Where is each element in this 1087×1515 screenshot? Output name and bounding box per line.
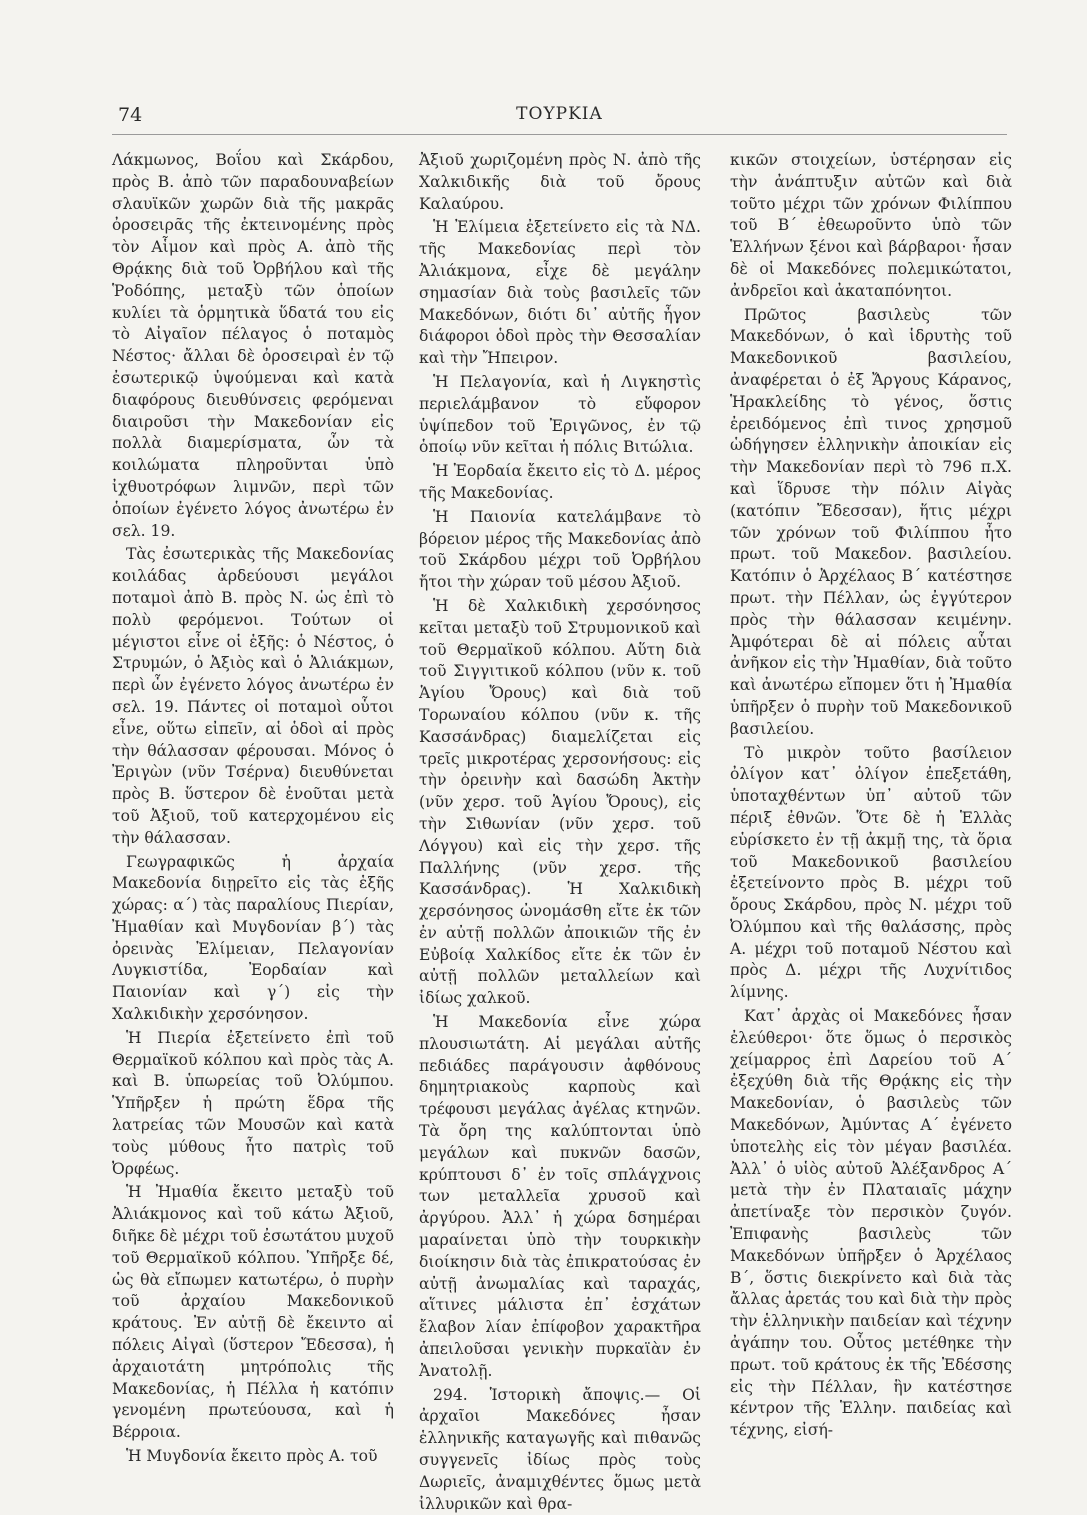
paragraph: Ἡ Ἠμαθία ἔκειτο μεταξὺ τοῦ Ἀλιάκμονος καὶ τοῦ κάτω Ἀξιοῦ, διῆκε δὲ μέχρι τοῦ ἐσωτάτου μυχοῦ τοῦ Θερμαϊκοῦ κόλπου. Ὑπῆρξε δέ, ὡς θὰ εἴπωμεν κατωτέρω, ὁ πυρὴν τοῦ ἀρχαίου Μακεδονικοῦ κράτους. Ἐν αὐτῇ δὲ ἔκειντο αἱ πόλεις Αἰγαὶ (ὕστερον Ἔδεσσα), ἡ ἀρχαιοτάτη μητρόπολις τῆς Μακεδονίας, ἡ Πέλλα ἡ κατόπιν γενομένη πρωτεύουσα, καὶ ἡ Βέρροια. [112, 1183, 394, 1442]
column-1 [112, 150, 394, 1468]
paragraph: Ἡ δὲ Χαλκιδικὴ χερσόνησος κεῖται μεταξὺ τοῦ Στρυμονικοῦ καὶ τοῦ Θερμαϊκοῦ κόλπου. Αὕτη διὰ τοῦ Σιγγιτικοῦ κόλπου (νῦν κ. τοῦ Ἁγίου Ὄρους) καὶ διὰ τοῦ Τορωναίου κόλπου (νῦν κ. τῆς Κασσάνδρας) διαμελίζεται εἰς τρεῖς μικροτέρας χερσονήσους: εἰς τὴν ὀρεινὴν καὶ δασώδη Ἀκτὴν (νῦν χερσ. τοῦ Ἁγίου Ὄρους), εἰς τὴν Σιθωνίαν (νῦν χερσ. τοῦ Λόγγου) καὶ εἰς τὴν χερσ. τῆς Παλλήνης (νῦν χερσ. τῆς Κασσάνδρας). Ἡ Χαλκιδικὴ χερσόνησος ὠνομάσθη εἴτε ἐκ τῶν ἐν αὐτῇ πολλῶν ἀποικιῶν τῆς ἐν Εὐβοίᾳ Χαλκίδος εἴτε ἐκ τῶν ἐν αὐτῇ πολλῶν μεταλλείων καὶ ἰδίως χαλκοῦ. [419, 596, 701, 1008]
page-number: 74 [118, 104, 143, 126]
section-paragraph: 294. Ἱστορικὴ ἄποψις.— Οἱ ἀρχαῖοι Μακεδόνες ἦσαν ἑλληνικῆς καταγωγῆς καὶ πιθανῶς συγγενεῖς ἰδίως πρὸς τοὺς Δωριεῖς, ἀναμιχθέντες ὅμως μετὰ ἰλλυρικῶν καὶ θρα- [419, 1385, 701, 1513]
paragraph: Ἡ Μακεδονία εἶνε χώρα πλουσιωτάτη. Αἱ μεγάλαι αὐτῆς πεδιάδες παράγουσιν ἀφθόνους δημητριακοὺς καρποὺς καὶ τρέφουσι μεγάλας ἀγέλας κτηνῶν. Τὰ ὄρη της καλύπτονται ὑπὸ μεγάλων καὶ πυκνῶν δασῶν, κρύπτουσι δ᾽ ἐν τοῖς σπλάγχνοις των μεταλλεῖα χρυσοῦ καὶ ἀργύρου. Ἀλλ᾽ ἡ χώρα δσημέραι μαραίνεται ὑπὸ τὴν τουρκικὴν διοίκησιν διὰ τὰς ἐπικρατούσας ἐν αὐτῇ ἀνωμαλίας καὶ ταραχάς, αἵτινες μάλιστα ἐπ᾽ ἐσχάτων ἔλαβον λίαν ἐπίφοβον χαρακτῆρα ἀπειλοῦσαι γενικὴν πυρκαϊὰν ἐν Ἀνατολῇ. [419, 1013, 701, 1380]
paragraph: Τὰς ἐσωτερικὰς τῆς Μακεδονίας κοιλάδας ἀρδεύουσι μεγάλοι ποταμοὶ ἀπὸ Β. πρὸς Ν. ὡς ἐπὶ τὸ πολὺ φερόμενοι. Τούτων οἱ μέγιστοι εἶνε οἱ ἑξῆς: ὁ Νέστος, ὁ Στρυμών, ὁ Ἀξιὸς καὶ ὁ Ἀλιάκμων, περὶ ὧν ἐγένετο λόγος ἀνωτέρω ἐν σελ. 19. Πάντες οἱ ποταμοὶ οὗτοι εἶνε, οὕτω εἰπεῖν, αἱ ὁδοὶ αἱ πρὸς τὴν θάλασσαν φέρουσαι. Μόνος ὁ Ἐριγὼν (νῦν Τσέρνα) διευθύνεται πρὸς Β. ὕστερον δὲ ἑνοῦται μετὰ τοῦ Ἀξιοῦ, τοῦ κατερχομένου εἰς τὴν θάλασσαν. [112, 545, 394, 847]
paragraph: Ἀξιοῦ χωριζομένη πρὸς Ν. ἀπὸ τῆς Χαλκιδικῆς διὰ τοῦ ὄρους Καλαύρου. [419, 151, 701, 213]
paragraph: Πρῶτος βασιλεὺς τῶν Μακεδόνων, ὁ καὶ ἱδρυτὴς τοῦ Μακεδονικοῦ βασιλείου, ἀναφέρεται ὁ ἐξ Ἄργους Κάρανος, Ἡρακλείδης τὸ γένος, ὅστις ἐρειδόμενος ἐπὶ τινος χρησμοῦ ὡδήγησεν ἑλληνικὴν ἀποικίαν εἰς τὴν Μακεδονίαν περὶ τὸ 796 π.Χ. καὶ ἵδρυσε τὴν πόλιν Αἰγὰς (κατόπιν Ἔδεσσαν), ἥτις μέχρι τῶν χρόνων τοῦ Φιλίππου ἦτο πρωτ. τοῦ Μακεδον. βασιλείου. Κατόπιν ὁ Ἀρχέλαος Β΄ κατέστησε πρωτ. τὴν Πέλλαν, ὡς ἐγγύτερον πρὸς τὴν θάλασσαν κειμένην. Ἀμφότεραι δὲ αἱ πόλεις αὗται ἀνῆκον εἰς τὴν Ἠμαθίαν, διὰ τοῦτο καὶ ἀνωτέρω εἴπομεν ὅτι ἡ Ἠμαθία ὑπῆρξεν ὁ πυρὴν τοῦ Μακεδονικοῦ βασιλείου. [730, 305, 1012, 738]
paragraph: Ἡ Ἐορδαία ἔκειτο εἰς τὸ Δ. μέρος τῆς Μακεδονίας. [419, 462, 701, 502]
column-3 [730, 150, 1012, 1442]
paragraph: Ἡ Μυγδονία ἔκειτο πρὸς Α. τοῦ [126, 1447, 378, 1466]
paragraph: Ἡ Πιερία ἐξετείνετο ἐπὶ τοῦ Θερμαϊκοῦ κόλπου καὶ πρὸς τὰς Α. καὶ Β. ὑπωρείας τοῦ Ὀλύμπου. Ὑπῆρξεν ἡ πρώτη ἕδρα τῆς λατρείας τῶν Μουσῶν καὶ κατὰ τοὺς μύθους ἦτο πατρὶς τοῦ Ὀρφέως. [112, 1028, 394, 1178]
paragraph: κικῶν στοιχείων, ὑστέρησαν εἰς τὴν ἀνάπτυξιν αὐτῶν καὶ διὰ τοῦτο μέχρι τῶν χρόνων Φιλίππου τοῦ Β΄ ἐθεωροῦντο ὑπὸ τῶν Ἑλλήνων ξένοι καὶ βάρβαροι· ἦσαν δὲ οἱ Μακεδόνες πολεμικώτατοι, ἀνδρεῖοι καὶ ἀκαταπόνητοι. [730, 151, 1012, 300]
paragraph: Κατ᾽ ἀρχὰς οἱ Μακεδόνες ἦσαν ἐλεύθεροι· ὅτε ὅμως ὁ περσικὸς χείμαρρος ἐπὶ Δαρείου τοῦ Α΄ ἐξεχύθη διὰ τῆς Θρᾴκης εἰς τὴν Μακεδονίαν, ὁ βασιλεὺς τῶν Μακεδόνων, Ἀμύντας Α΄ ἐγένετο ὑποτελὴς εἰς τὸν μέγαν βασιλέα. Ἀλλ᾽ ὁ υἱὸς αὐτοῦ Ἀλέξανδρος Α΄ μετὰ τὴν ἐν Πλαταιαῖς μάχην ἀπετίναξε τὸν περσικὸν ζυγόν. Ἐπιφανὴς βασιλεὺς τῶν Μακεδόνων ὑπῆρξεν ὁ Ἀρχέλαος Β΄, ὅστις διεκρίνετο καὶ διὰ τὰς ἄλλας ἀρετάς του καὶ διὰ τὴν πρὸς τὴν ἑλληνικὴν παιδείαν καὶ τέχνην ἀγάπην του. Οὗτος μετέθηκε τὴν πρωτ. τοῦ κράτους ἐκ τῆς Ἐδέσσης εἰς τὴν Πέλλαν, ἣν κατέστησε κέντρον τῆς Ἑλλην. παιδείας καὶ τέχνης, εἰσή- [730, 1007, 1012, 1440]
running-title: ΤΟΥΡΚΙΑ [516, 104, 603, 124]
paragraph: Ἡ Παιονία κατελάμβανε τὸ βόρειον μέρος τῆς Μακεδονίας ἀπὸ τοῦ Σκάρδου μέχρι τοῦ Ὀρβήλου ἤτοι τὴν χώραν τοῦ μέσου Ἀξιοῦ. [419, 507, 701, 592]
paragraph: Ἡ Πελαγονία, καὶ ἡ Λιγκηστὶς περιελάμβανον τὸ εὔφορον ὑψίπεδον τοῦ Ἐριγῶνος, ἐν τῷ ὁποίῳ νῦν κεῖται ἡ πόλις Βιτώλια. [419, 372, 701, 457]
page-header [112, 100, 1007, 135]
paragraph: Γεωγραφικῶς ἡ ἀρχαία Μακεδονία διῃρεῖτο εἰς τὰς ἑξῆς χώρας: α΄) τὰς παραλίους Πιερίαν, Ἠμαθίαν καὶ Μυγδονίαν β΄) τὰς ὀρεινὰς Ἐλίμειαν, Πελαγονίαν Λυγκιστίδα, Ἐορδαίαν καὶ Παιονίαν καὶ γ΄) εἰς τὴν Χαλκιδικὴν χερσόνησον. [112, 852, 394, 1024]
column-2 [419, 150, 701, 1515]
paragraph: Ἡ Ἐλίμεια ἐξετείνετο εἰς τὰ ΝΔ. τῆς Μακεδονίας περὶ τὸν Ἀλιάκμονα, εἶχε δὲ μεγάλην σημασίαν διὰ τοὺς βασιλεῖς τῶν Μακεδόνων, διότι δι᾽ αὐτῆς ἦγον διάφοροι ὁδοὶ πρὸς τὴν Θεσσαλίαν καὶ τὴν Ἤπειρον. [419, 218, 701, 368]
text-columns [112, 150, 1012, 1513]
paragraph: Λάκμωνος, Βοΐου καὶ Σκάρδου, πρὸς Β. ἀπὸ τῶν παραδουναβείων σλαυϊκῶν χωρῶν διὰ τῆς μακρᾶς ὀροσειρᾶς τῆς ἐκτεινομένης πρὸς τὸν Αἷμον καὶ πρὸς Α. ἀπὸ τῆς Θρᾴκης διὰ τοῦ Ὀρβήλου καὶ τῆς Ῥοδόπης, μεταξὺ τῶν ὁποίων κυλίει τὰ ὁρμητικὰ ὕδατά του εἰς τὸ Αἰγαῖον πέλαγος ὁ ποταμὸς Νέστος· ἄλλαι δὲ ὀροσειραὶ ἐν τῷ ἐσωτερικῷ ὑψούμεναι καὶ κατὰ διαφόρους διευθύνσεις φερόμεναι διαιροῦσι τὴν Μακεδονίαν εἰς πολλὰ διαμερίσματα, ὧν τὰ κοιλώματα πληροῦνται ὑπὸ ἰχθυοτρόφων λιμνῶν, περὶ τῶν ὁποίων ἐγένετο λόγος ἀνωτέρω ἐν σελ. 19. [112, 151, 394, 540]
paragraph: Τὸ μικρὸν τοῦτο βασίλειον ὀλίγον κατ᾽ ὀλίγον ἐπεξετάθη, ὑποταχθέντων ὑπ᾽ αὐτοῦ τῶν πέριξ ἐθνῶν. Ὅτε δὲ ἡ Ἑλλὰς εὑρίσκετο ἐν τῇ ἀκμῇ της, τὰ ὅρια τοῦ Μακεδονικοῦ βασιλείου ἐξετείνοντο πρὸς Β. μέχρι τοῦ ὄρους Σκάρδου, πρὸς Ν. μέχρι τοῦ Ὀλύμπου καὶ τῆς θαλάσσης, πρὸς Α. μέχρι τοῦ ποταμοῦ Νέστου καὶ πρὸς Δ. μέχρι τῆς Λυχνίτιδος λίμνης. [730, 743, 1012, 1002]
